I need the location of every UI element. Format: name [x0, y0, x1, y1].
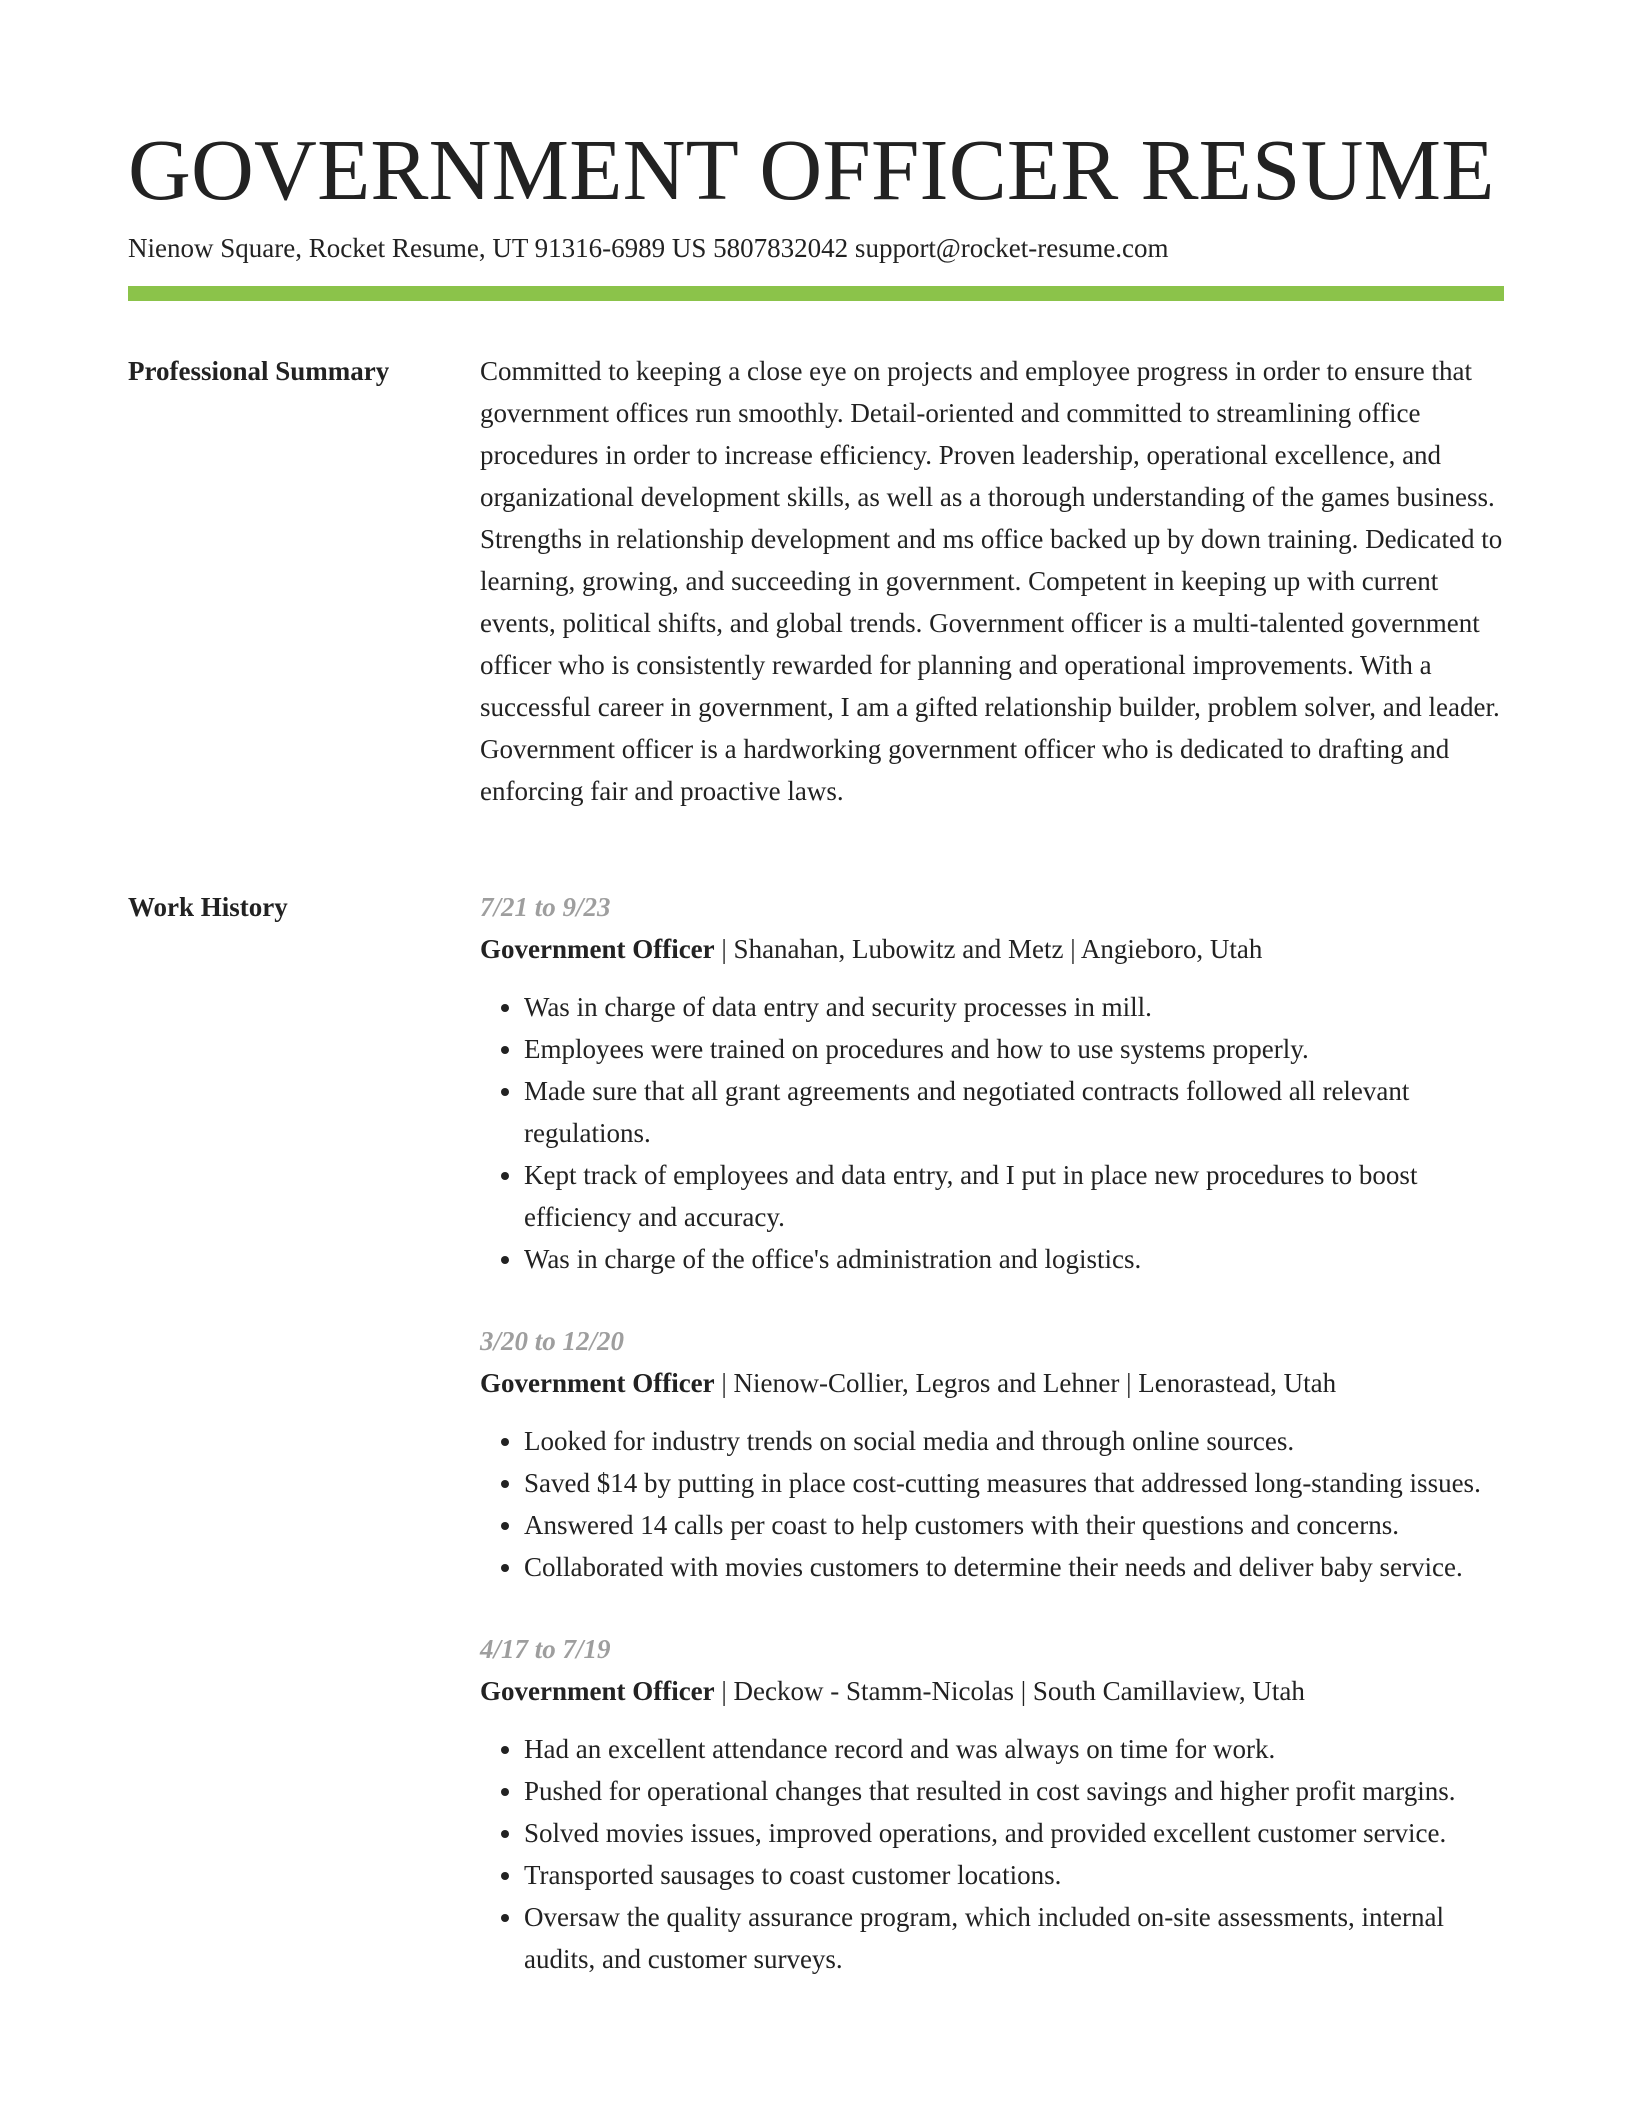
contact-line: Nienow Square, Rocket Resume, UT 91316-6989 US 5807832042 support@rocket-resume.com: [128, 233, 1169, 263]
job-title: Government Officer: [480, 934, 715, 964]
job-entry: [480, 1628, 1504, 1980]
job-bullet: • Was in charge of the office's administration and logistics.: [524, 1238, 1504, 1280]
job-dates: 4/17 to 7/19: [480, 1634, 611, 1664]
job-bullets: [480, 986, 1504, 1280]
accent-divider: [128, 286, 1504, 301]
job-heading: [480, 928, 1504, 970]
job-bullet: • Looked for industry trends on social media and through online sources.: [524, 1420, 1504, 1462]
job-bullets: [480, 1728, 1504, 1980]
work-history-label: Work History: [128, 892, 288, 922]
job-bullet: • Collaborated with movies customers to determine their needs and deliver baby service.: [524, 1546, 1504, 1588]
job-bullet: • Had an excellent attendance record and was always on time for work.: [524, 1728, 1504, 1770]
job-bullet: • Kept track of employees and data entry, and I put in place new procedures to boost efficiency and accuracy.: [524, 1154, 1504, 1238]
job-dates: 3/20 to 12/20: [480, 1326, 625, 1356]
job-bullet: • Was in charge of data entry and security processes in mill.: [524, 986, 1504, 1028]
job-bullet: • Oversaw the quality assurance program, which included on-site assessments, internal audits, and customer surveys.: [524, 1896, 1504, 1980]
job-bullet: • Transported sausages to coast customer locations.: [524, 1854, 1504, 1896]
job-title: Government Officer: [480, 1676, 715, 1706]
job-details: | Nienow-Collier, Legros and Lehner | Lenorastead, Utah: [714, 1368, 1337, 1398]
job-heading: [480, 1670, 1504, 1712]
job-bullet: • Pushed for operational changes that resulted in cost savings and higher profit margins.: [524, 1770, 1504, 1812]
job-bullet: • Answered 14 calls per coast to help customers with their questions and concerns.: [524, 1504, 1504, 1546]
summary-section: [480, 350, 1504, 812]
job-dates: 7/21 to 9/23: [480, 892, 611, 922]
resume-title: GOVERNMENT OFFICER RESUME: [128, 121, 1495, 218]
job-bullet: • Made sure that all grant agreements and negotiated contracts followed all relevant regulations.: [524, 1070, 1504, 1154]
summary-text: Committed to keeping a close eye on projects and employee progress in order to ensure that government offices run smoothly. Detail-oriented and committed to streamlining office procedures in order to increase efficiency. Proven leadership, operational excellence, and organizational development skills, as well as a thorough understanding of the games business. Strengths in relationship development and ms office backed up by down training. Dedicated to learning, growing, and succeeding in government. Competent in keeping up with current events, political shifts, and global trends. Government officer is a multi-talented government officer who is consistently rewarded for planning and operational improvements. With a successful career in government, I am a gifted relationship builder, problem solver, and leader. Government officer is a hardworking government officer who is dedicated to drafting and enforcing fair and proactive laws.: [480, 356, 1503, 806]
job-heading: [480, 1362, 1504, 1404]
job-bullet: • Employees were trained on procedures and how to use systems properly.: [524, 1028, 1504, 1070]
job-details: | Deckow - Stamm-Nicolas | South Camillaview, Utah: [714, 1676, 1305, 1706]
job-title: Government Officer: [480, 1368, 715, 1398]
job-bullets: [480, 1420, 1504, 1588]
job-bullet: • Solved movies issues, improved operations, and provided excellent customer service.: [524, 1812, 1504, 1854]
job-entry: [480, 886, 1504, 1280]
job-bullet: • Saved $14 by putting in place cost-cutting measures that addressed long-standing issues.: [524, 1462, 1504, 1504]
job-entry: [480, 1320, 1504, 1588]
summary-label: Professional Summary: [128, 356, 390, 386]
work-history-section: [480, 886, 1504, 2020]
job-details: | Shanahan, Lubowitz and Metz | Angieboro, Utah: [714, 934, 1263, 964]
